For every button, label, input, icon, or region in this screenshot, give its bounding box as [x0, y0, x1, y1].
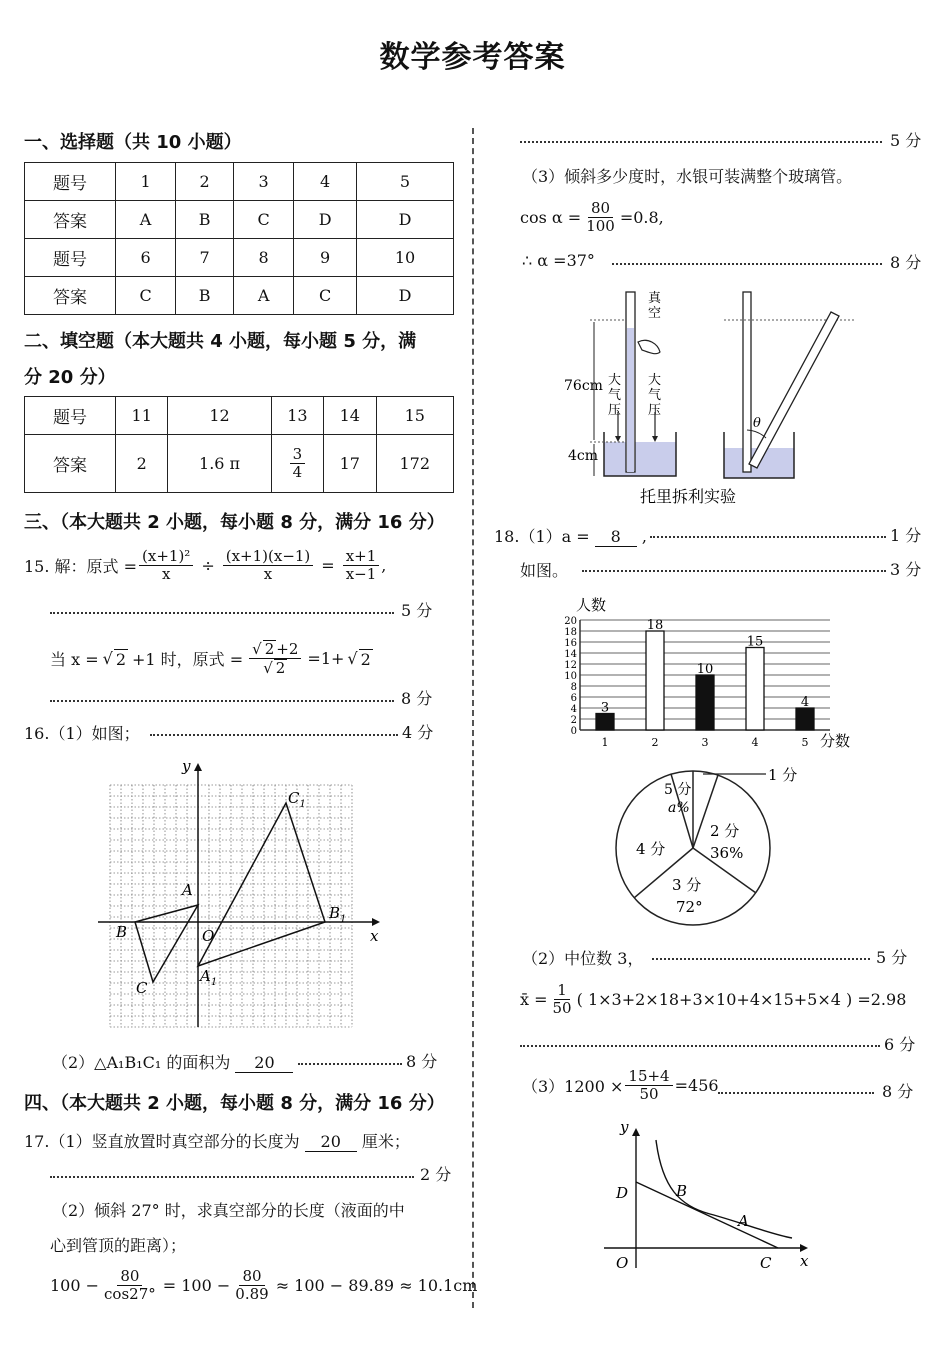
- table-cell: 172: [376, 435, 453, 493]
- pie-label-1: 1 分: [768, 766, 798, 784]
- dot-leader: [520, 1045, 880, 1047]
- axis-label-y: y: [620, 1118, 629, 1136]
- score-label: 3 分: [890, 560, 922, 579]
- data-label: 3: [600, 700, 610, 716]
- score-label: 8 分: [401, 689, 433, 708]
- vacuum-char: 真: [648, 291, 662, 306]
- data-label: 10: [696, 662, 714, 677]
- bar: [596, 714, 614, 731]
- numerator: 80: [239, 1268, 264, 1286]
- dot-leader: [50, 1176, 414, 1178]
- table-cell: 题号: [25, 397, 116, 435]
- point-label-d: D: [616, 1184, 629, 1202]
- table-cell: 15: [376, 397, 453, 435]
- atm-char: 气: [608, 388, 622, 403]
- pie-chart: [600, 762, 820, 932]
- table-cell: A: [234, 277, 294, 315]
- mc-answer-table: [24, 162, 454, 315]
- q15-expression: [24, 548, 386, 583]
- numerator: 80: [588, 200, 613, 218]
- q17-unit: 厘米；: [361, 1132, 410, 1151]
- atm-char: 大: [648, 373, 662, 388]
- table-cell: 答案: [25, 201, 116, 239]
- line-dc: [636, 1182, 778, 1248]
- function-graph: [600, 1118, 820, 1278]
- pie-label-5-pct: a%: [668, 800, 690, 816]
- dot-leader: [50, 612, 394, 614]
- q17-length-answer: 20: [305, 1132, 357, 1152]
- mercury-column: [627, 328, 634, 472]
- x-tick-labels: [602, 736, 809, 749]
- x-tick-label: 2: [651, 736, 659, 749]
- point-label-b1: [328, 904, 346, 925]
- table-cell: 4: [294, 163, 357, 201]
- denominator: 0.89: [235, 1285, 269, 1303]
- dot-leader: [652, 958, 870, 960]
- q16-part2: [52, 1050, 293, 1073]
- denominator: x: [263, 565, 273, 583]
- triangle-a1b1c1: [198, 803, 325, 966]
- calc-part: = 100 −: [162, 1276, 231, 1295]
- table-cell: 2: [176, 163, 234, 201]
- triangle-abc: [135, 905, 198, 982]
- axis-label-x: x: [370, 927, 379, 945]
- section3-heading: 三、（本大题共 2 小题，每小题 8 分，满分 16 分）: [24, 512, 445, 533]
- data-label: 4: [800, 695, 810, 710]
- fraction: [139, 548, 193, 583]
- y-tick-label: 0: [570, 726, 577, 737]
- q16-area-answer: 20: [235, 1053, 293, 1073]
- score-label: 8 分: [882, 1082, 914, 1101]
- dot-leader: [612, 263, 882, 265]
- score-label: 2 分: [420, 1165, 452, 1184]
- label-letter: B: [329, 904, 341, 922]
- table-cell: 14: [324, 397, 376, 435]
- table-cell: 答案: [25, 435, 116, 493]
- dot-leader: [582, 570, 886, 572]
- y-tick-labels: [564, 616, 577, 737]
- table-cell: 题号: [25, 163, 116, 201]
- punctuation: ,: [381, 556, 387, 575]
- atm-char: 大: [608, 373, 622, 388]
- cos-equation: [520, 200, 664, 235]
- section2-heading-line2: 分 20 分）: [24, 367, 116, 388]
- radicand: 2: [115, 649, 126, 669]
- denominator: √ 2: [263, 659, 286, 677]
- table-cell: 13: [271, 397, 323, 435]
- table-cell: D: [294, 201, 357, 239]
- operator: ÷: [201, 556, 215, 575]
- fraction: [101, 1268, 159, 1303]
- page-title: 数学参考答案: [379, 40, 566, 75]
- arrow-icon: [194, 763, 202, 771]
- denominator: x: [161, 565, 171, 583]
- data-label: 18: [646, 618, 664, 633]
- theta-label: θ: [753, 416, 761, 431]
- y-tick-label: 14: [564, 649, 577, 660]
- q18-part3: [522, 1068, 719, 1103]
- point-label-b: B: [676, 1182, 688, 1200]
- mean-expression: ( 1×3+2×18+3×10+4×15+5×4 ) =2.98: [576, 990, 907, 1009]
- calc-part: ≈ 100 − 89.89 ≈ 10.1cm: [275, 1276, 478, 1295]
- bar-chart: [550, 590, 870, 758]
- fraction: [290, 446, 306, 481]
- table-cell: 9: [294, 239, 357, 277]
- table-cell: 3: [234, 163, 294, 201]
- point-label-a: A: [738, 1212, 749, 1230]
- y-tick-label: 8: [570, 682, 577, 693]
- table-cell: 8: [234, 239, 294, 277]
- table-row: [25, 163, 454, 201]
- table-cell: 1: [116, 163, 176, 201]
- hand-icon: [638, 340, 660, 353]
- y-tick-label: 18: [564, 627, 577, 638]
- q15-substitution: 当 x = √ 2 +1 时，原式 = $\frac{√ 2 +2}{√ 2}$ =1+ √ 2: [50, 640, 371, 677]
- x-axis-label: 分数: [820, 732, 851, 750]
- bar: [746, 648, 764, 731]
- denominator: 50: [639, 1085, 659, 1103]
- table-cell: D: [356, 277, 453, 315]
- reference-tube: [743, 292, 751, 472]
- x-tick-label: 1: [601, 736, 609, 749]
- table-cell: C: [294, 277, 357, 315]
- numerator: (x+1)(x−1): [223, 548, 314, 566]
- fraction: [625, 1068, 672, 1103]
- score-label: 5 分: [401, 601, 433, 620]
- denominator: 4: [292, 463, 303, 481]
- arrow-icon: [652, 436, 658, 442]
- q17-part3: （3）倾斜多少度时，水银可装满整个玻璃管。: [522, 167, 853, 186]
- dot-leader: [150, 734, 398, 736]
- bar: [796, 708, 814, 730]
- score-label: 5 分: [890, 131, 922, 150]
- pie-label-3: 3 分: [672, 876, 702, 894]
- punctuation: ,: [641, 527, 647, 546]
- numerator: 3: [290, 446, 306, 464]
- bar: [696, 675, 714, 730]
- vacuum-char: 空: [648, 306, 662, 321]
- arrow-icon: [800, 1244, 808, 1252]
- axis-label-y: y: [182, 757, 191, 775]
- denominator: x−1: [345, 565, 377, 583]
- y-tick-label: 16: [564, 638, 577, 649]
- point-label-c: C: [136, 979, 148, 997]
- q17-part1: [24, 1129, 410, 1152]
- table-cell: [271, 435, 323, 493]
- q18-part1: [494, 524, 647, 547]
- score-label: 4 分: [402, 723, 434, 742]
- table-cell: B: [176, 277, 234, 315]
- operator: =: [321, 556, 335, 575]
- atm-char: 气: [648, 388, 662, 403]
- y-tick-label: 4: [570, 704, 577, 715]
- section1-heading: 一、选择题（共 10 小题）: [24, 132, 242, 153]
- score-label: 8 分: [406, 1052, 438, 1071]
- q18-part3-text: （3）1200 ×: [522, 1077, 624, 1096]
- dot-leader: [520, 141, 882, 143]
- fraction: [249, 640, 301, 677]
- fraction: [343, 548, 380, 583]
- q18-a-answer: 8: [595, 527, 637, 547]
- y-tick-label: 12: [564, 660, 577, 671]
- label-subscript: 1: [340, 914, 347, 925]
- q17-calculation: [50, 1268, 477, 1303]
- x-tick-label: 5: [801, 736, 809, 749]
- q17-part2-line2: 心到管顶的距离）；: [50, 1236, 187, 1255]
- q18-part2: （2）中位数 3，: [522, 949, 644, 968]
- numerator: 15+4: [625, 1068, 672, 1086]
- table-cell: 7: [176, 239, 234, 277]
- pie-label-5: 5 分: [664, 782, 692, 798]
- q18-part1-text: 18.（1）a =: [494, 527, 590, 546]
- calc-part: 100 −: [50, 1276, 100, 1295]
- score-label: 6 分: [884, 1035, 916, 1054]
- x-tick-label: 4: [751, 736, 759, 749]
- numerator: (x+1)²: [139, 548, 193, 566]
- coordinate-figure-q16: [90, 755, 390, 1040]
- fraction: [223, 548, 314, 583]
- height-76: 76cm: [564, 378, 603, 394]
- table-row: [25, 239, 454, 277]
- table-cell: C: [234, 201, 294, 239]
- q17-part1-text: 17.（1）竖直放置时真空部分的长度为: [24, 1132, 300, 1151]
- arrow-icon: [615, 436, 621, 442]
- numerator: √ 2 +2: [249, 640, 301, 659]
- table-cell: 1.6 π: [168, 435, 271, 493]
- table-row: [25, 277, 454, 315]
- cos-lead: cos α =: [520, 208, 582, 227]
- label-subscript: 1: [210, 977, 218, 988]
- alpha-result: ∴ α =37°: [522, 251, 595, 270]
- fraction: [583, 200, 618, 235]
- pie-label-4: 4 分: [636, 840, 666, 858]
- q15-mid: +1 时，原式 =: [132, 650, 244, 669]
- numerator: 1: [554, 982, 570, 1000]
- mean-lead: x̄ =: [520, 990, 548, 1009]
- pie-label-2-pct: 36%: [710, 844, 744, 862]
- denominator: 100: [586, 217, 615, 235]
- numerator-tail: +2: [276, 640, 299, 658]
- bars: [596, 631, 814, 730]
- y-tick-label: 2: [570, 715, 577, 726]
- q15-result: =1+: [307, 649, 345, 668]
- table-cell: 17: [324, 435, 376, 493]
- label-letter: C: [288, 789, 300, 807]
- radicand: 2: [275, 659, 286, 677]
- y-tick-label: 6: [570, 693, 577, 704]
- fraction: [550, 982, 575, 1017]
- q16-part1: 16.（1）如图；: [24, 724, 140, 743]
- denominator: 50: [552, 999, 572, 1017]
- q15-lead: 15. 解：原式 =: [24, 557, 138, 576]
- fraction: [232, 1268, 271, 1303]
- dot-leader: [718, 1092, 874, 1094]
- q18-as-shown: 如图。: [520, 561, 569, 580]
- table-cell: 11: [116, 397, 168, 435]
- data-label: 15: [746, 634, 764, 650]
- x-tick-label: 3: [701, 736, 709, 749]
- point-label-b: B: [116, 923, 128, 941]
- y-tick-label: 10: [564, 671, 577, 682]
- arrow-icon: [632, 1128, 640, 1136]
- point-label-c1: [288, 789, 306, 810]
- table-cell: 12: [168, 397, 271, 435]
- section4-heading: 四、（本大题共 2 小题，每小题 8 分，满分 16 分）: [24, 1093, 445, 1114]
- y-tick-label: 20: [564, 616, 577, 627]
- q15-when: 当 x =: [50, 650, 99, 669]
- table-cell: 10: [356, 239, 453, 277]
- origin-label: O: [616, 1254, 629, 1272]
- dot-leader: [650, 536, 886, 538]
- fill-answer-table: [24, 396, 454, 493]
- section2-heading-line1: 二、填空题（本大题共 4 小题，每小题 5 分，满: [24, 331, 417, 352]
- table-cell: 6: [116, 239, 176, 277]
- table-cell: C: [116, 277, 176, 315]
- radicand: 2: [264, 640, 275, 658]
- cos-result: =0.8,: [619, 208, 664, 227]
- table-cell: 2: [116, 435, 168, 493]
- pie-label-2: 2 分: [710, 822, 740, 840]
- table-row: [25, 201, 454, 239]
- mercury-left: [604, 442, 676, 476]
- table-cell: A: [116, 201, 176, 239]
- origin-label: O: [202, 927, 215, 945]
- y-axis-label: 人数: [576, 596, 607, 614]
- height-4: 4cm: [568, 448, 599, 464]
- axis-label-x: x: [800, 1252, 809, 1270]
- label-letter: A: [200, 967, 211, 985]
- point-label-c: C: [760, 1254, 772, 1272]
- bar: [646, 631, 664, 730]
- table-cell: D: [356, 201, 453, 239]
- atm-char: 压: [608, 403, 622, 418]
- score-label: 5 分: [876, 948, 908, 967]
- torricelli-figure: [560, 282, 860, 510]
- q18-part3-result: =456: [674, 1076, 719, 1095]
- q17-part2-line1: （2）倾斜 27° 时，求真空部分的长度（液面的中: [52, 1201, 405, 1220]
- q16-part2-text: （2）△A₁B₁C₁ 的面积为: [52, 1053, 231, 1072]
- pie-label-3-deg: 72°: [676, 898, 703, 916]
- table-cell: 5: [356, 163, 453, 201]
- table-cell: 答案: [25, 277, 116, 315]
- radicand: 2: [360, 649, 371, 669]
- label-subscript: 1: [299, 799, 306, 810]
- column-divider: [472, 128, 474, 1308]
- point-label-a1: [198, 967, 217, 988]
- numerator: x+1: [343, 548, 380, 566]
- numerator: 80: [117, 1268, 142, 1286]
- dot-leader: [50, 700, 394, 702]
- score-label: 8 分: [890, 253, 922, 272]
- score-label: 1 分: [890, 526, 922, 545]
- point-label-a: A: [182, 881, 193, 899]
- table-cell: B: [176, 201, 234, 239]
- table-row: [25, 397, 454, 435]
- figure-caption: 托里拆利实验: [640, 487, 737, 506]
- dot-leader: [298, 1063, 402, 1065]
- table-cell: 题号: [25, 239, 116, 277]
- denominator: cos27°: [104, 1285, 156, 1303]
- arrow-icon: [372, 918, 380, 926]
- q18-mean: [520, 982, 906, 1017]
- atm-char: 压: [648, 403, 662, 418]
